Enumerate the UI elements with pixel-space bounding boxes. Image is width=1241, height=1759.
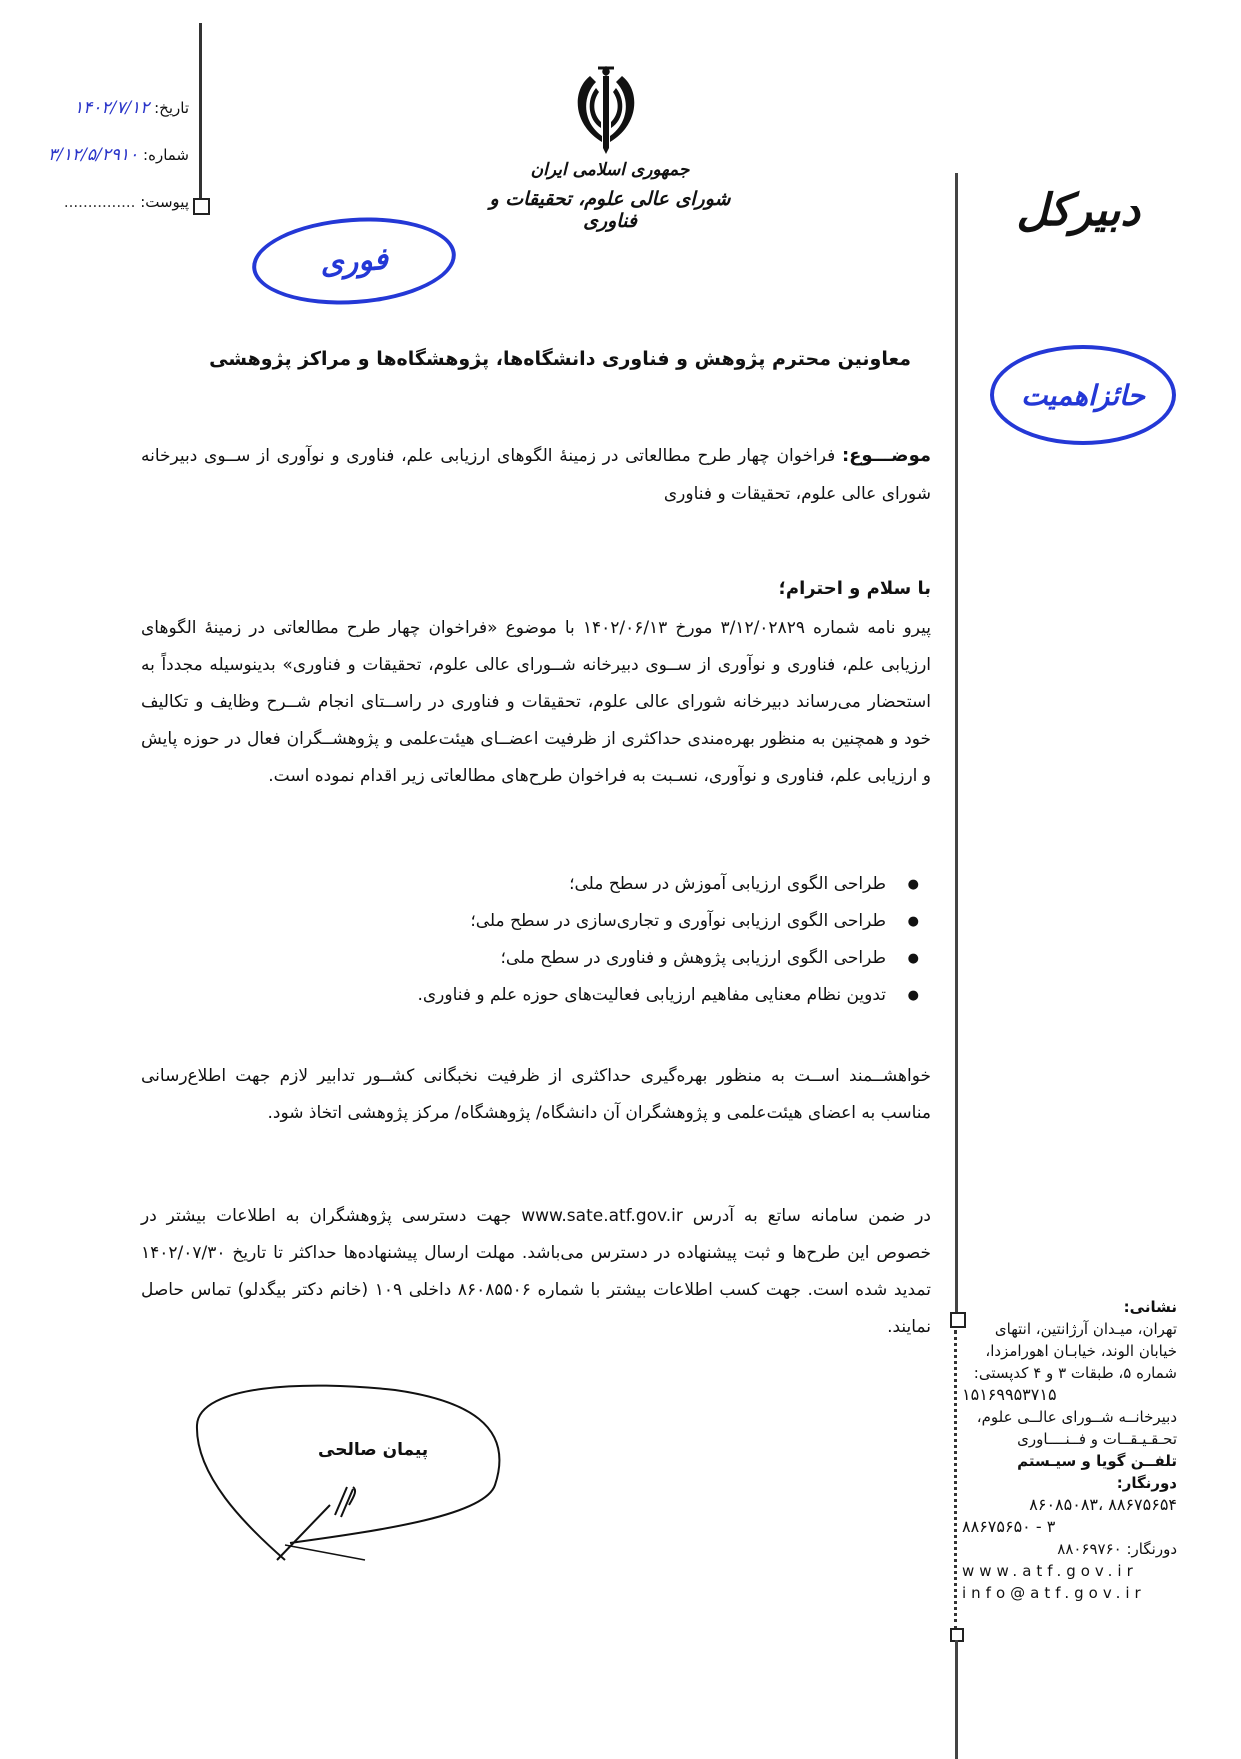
phone-label: تلفــن گویا و سیـستم دورنگار: bbox=[1017, 1452, 1177, 1492]
right-margin-rule bbox=[955, 173, 958, 1315]
number-value: ۳/۱۲/۵/۲۹۱۰ bbox=[48, 145, 139, 165]
secretary-general-title: دبیرکل bbox=[1016, 185, 1140, 236]
subject-label: موضـــوع: bbox=[841, 445, 931, 466]
study-list bbox=[141, 866, 931, 1014]
right-margin-dotted-rule bbox=[954, 1330, 961, 1630]
phone-range: ۸۸۶۷۵۶۵۰ - ۳ bbox=[962, 1517, 1056, 1536]
date-field bbox=[39, 98, 189, 118]
organization-name: شورای عالی علوم، تحقیقات و فناوری bbox=[489, 188, 731, 232]
recipient: معاونین محترم پژوهش و فناوری دانشگاه‌ها، پژوهشگاه‌ها و مراکز پژوهشی bbox=[209, 348, 911, 370]
attachment-value: ............... bbox=[63, 193, 136, 211]
greeting: با سلام و احترام؛ bbox=[778, 578, 931, 599]
list-item: ● تدوین نظام معنایی مفاهیم ارزیابی فعالیت‌های حوزه علم و فناوری. bbox=[141, 977, 931, 1014]
number-field bbox=[39, 145, 189, 165]
paragraph-request: خواهشــمند اســت به منظور بهره‌گیری حداکثری از ظرفیت نخبگانی کشــور تدابیر لازم جهت اطلاع‌رسانی مناسب به اعضای هیئت‌علمی و پژوهشگران آن دانشگاه/ پژوهشگاه/ مرکز پژوهشی اتخاذ شود. bbox=[141, 1066, 931, 1123]
list-item: ● طراحی الگوی ارزیابی پژوهش و فناوری در سطح ملی؛ bbox=[141, 940, 931, 977]
org-line: دبیرخانــه شــورای عالــی علوم، bbox=[976, 1408, 1177, 1426]
country-name: جمهوری اسلامی ایران bbox=[530, 160, 690, 180]
paragraph-details: در ضمن سامانه ساتع به آدرس www.sate.atf.gov.ir جهت دسترسی پژوهشگران به اطلاعات بیشتر در خصوص این طرح‌ها و ثبت پیشنهاده در دسترس می‌باشد. مهلت ارسال پیشنهاده‌ها حداکثر تا تاریخ ۱۴۰۲/۰۷/۳۰ تمدید شده است. جهت کسب اطلاعات بیشتر با شماره ۸۶۰۸۵۵۰۶ داخلی ۱۰۹ (خانم دکتر بیگدلو) تماس حاصل نمایند. bbox=[141, 1206, 931, 1337]
fax-value: ۸۸۰۶۹۷۶۰ bbox=[1057, 1540, 1122, 1558]
email-link[interactable]: info@atf.gov.ir bbox=[962, 1584, 1146, 1602]
date-value: ۱۴۰۲/۷/۱۲ bbox=[73, 98, 150, 118]
attachment-field bbox=[39, 193, 189, 211]
subject bbox=[141, 437, 931, 513]
list-item: ● طراحی الگوی ارزیابی آموزش در سطح ملی؛ bbox=[141, 866, 931, 903]
address-label: نشانی: bbox=[1123, 1298, 1177, 1316]
paragraph-intro: پیرو نامه شماره ۳/۱۲/۰۲۸۲۹ مورخ ۱۴۰۲/۰۶/۱۳ با موضوع «فراخوان چهار طرح مطالعاتی در زمینهٔ الگوهای ارزیابی علم، فناوری و نوآوری از ســوی دبیرخانه شــورای عالی علوم، تحقیقات و فناوری» بدینوسیله مجدداً به استحضار می‌رساند دبیرخانه شورای عالی علوم، تحقیقات و فناوری در راســتای انجام شــرح وظایف و تکالیف خود و همچنین به منظور بهره‌مندی حداکثری از ظرفیت اعضــای هیئت‌علمی و پژوهشــگران فعال در حوزه پایش و ارزیابی علم، فناوری و نوآوری، نسـبت به فراخوان طرح‌های مطالعاتی زیر اقدام نموده است. bbox=[141, 618, 931, 786]
address-line: تهران، میـدان آرژانتین، انتهای bbox=[994, 1320, 1177, 1338]
left-margin-rule bbox=[199, 23, 202, 200]
address-line: خیابان الوند، خیابـان اهورامزدا، bbox=[985, 1342, 1177, 1360]
signer-name: پیمان صالحی bbox=[318, 1440, 429, 1460]
website-link[interactable]: www.atf.gov.ir bbox=[962, 1562, 1138, 1580]
postal-code: ۱۵۱۶۹۹۵۳۷۱۵ bbox=[962, 1385, 1057, 1404]
signature-scribble bbox=[185, 1365, 505, 1585]
right-margin-rule-bottom bbox=[955, 1640, 958, 1759]
left-margin-box bbox=[193, 198, 210, 215]
address-block bbox=[962, 1296, 1177, 1604]
address-line: شماره ۵، طبقات ۳ و ۴ کدپستی: bbox=[973, 1364, 1177, 1382]
urgent-stamp: فوری bbox=[249, 211, 459, 311]
number-label: شماره: bbox=[143, 146, 189, 164]
fax-label: دورنگار: bbox=[1126, 1540, 1177, 1558]
list-item: ● طراحی الگوی ارزیابی نوآوری و تجاری‌سازی در سطح ملی؛ bbox=[141, 903, 931, 940]
org-line: تحـقـیـقــات و فــنــــاوری bbox=[1017, 1430, 1177, 1448]
subject-text: فراخوان چهار طرح مطالعاتی در زمینهٔ الگوهای ارزیابی علم، فناوری و نوآوری از ســوی دبیرخانه شورای عالی علوم، تحقیقات و فناوری bbox=[141, 446, 931, 504]
iran-emblem-icon bbox=[568, 62, 644, 154]
phone-numbers: ۸۸۶۷۵۶۵۴ ،۸۶۰۸۵۰۸۳ bbox=[1029, 1495, 1177, 1514]
attachment-label: پیوست: bbox=[140, 193, 189, 211]
important-stamp: حائزاهمیت bbox=[990, 345, 1176, 445]
fax bbox=[962, 1538, 1177, 1560]
date-label: تاریخ: bbox=[154, 99, 189, 117]
